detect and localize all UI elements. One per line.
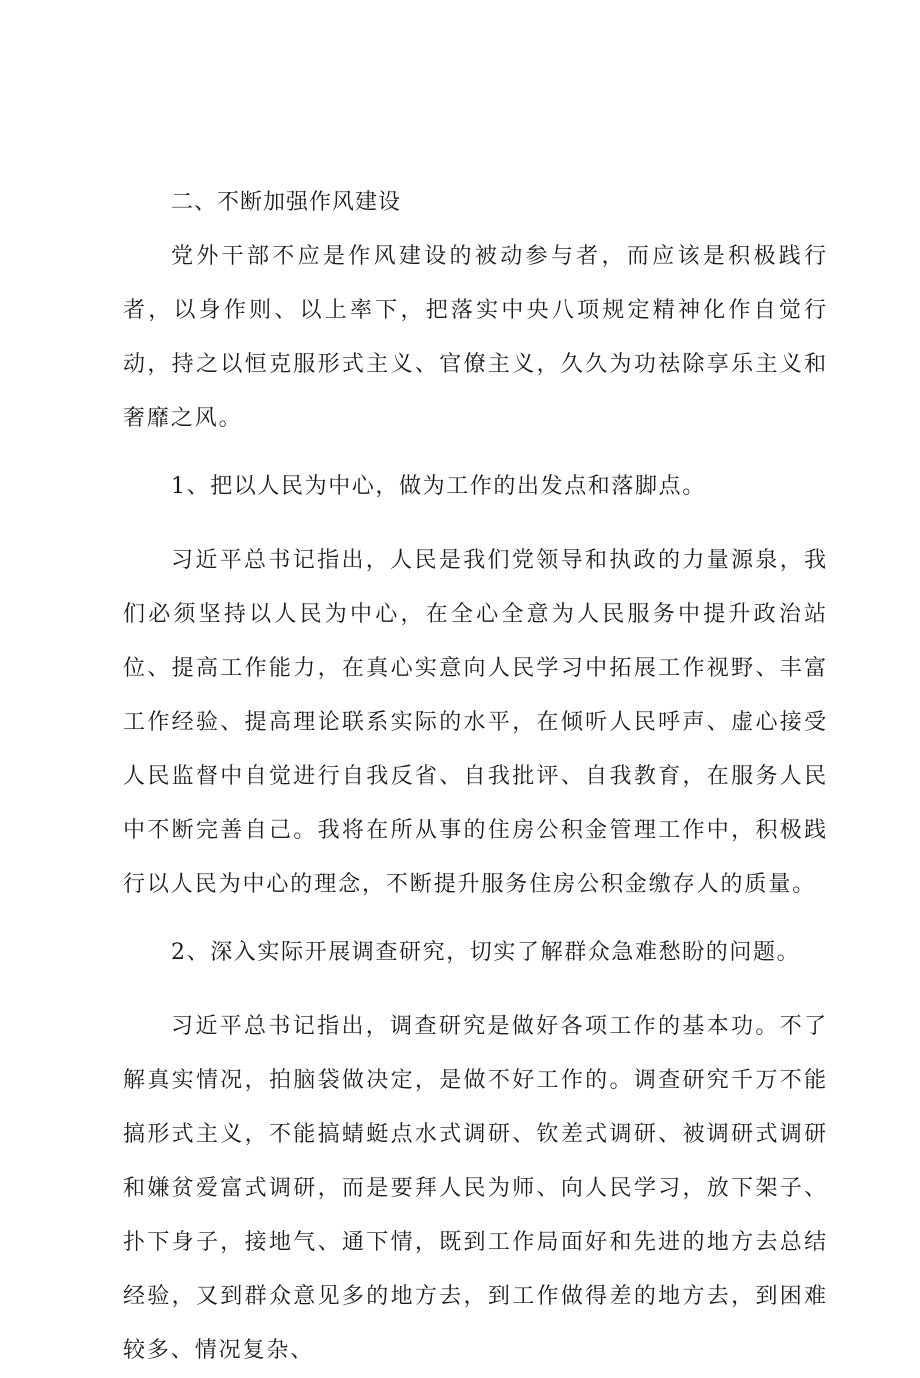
- point-2-heading: 2、深入实际开展调查研究，切实了解群众急难愁盼的问题。: [171, 940, 801, 965]
- point-1-heading: 1、把以人民为中心，做为工作的出发点和落脚点。: [171, 474, 706, 499]
- point-2-paragraph: 习近平总书记指出，调查研究是做好各项工作的基本功。不了解真实情况，拍脑袋做决定，是做不好工作的。调查研究千万不能搞形式主义，不能搞蜻蜓点水式调研、钦差式调研、被调研式调研和嫌贫爱富式调研，而是要拜人民为师、向人民学习，放下架子、扑下身子，接地气、通下情，既到工作局面好和先进的地方去总结经验，又到群众意见多的地方去，到工作做得差的地方去，到困难较多、情况复杂、: [123, 1014, 828, 1363]
- intro-paragraph: 党外干部不应是作风建设的被动参与者，而应该是积极践行者，以身作则、以上率下，把落实中央八项规定精神化作自觉行动，持之以恒克服形式主义、官僚主义，久久为功祛除享乐主义和奢靡之风。: [123, 244, 828, 431]
- point-1-paragraph: 习近平总书记指出，人民是我们党领导和执政的力量源泉，我们必须坚持以人民为中心，在全心全意为人民服务中提升政治站位、提高工作能力，在真心实意向人民学习中拓展工作视野、丰富工作经验、提高理论联系实际的水平，在倾听人民呼声、虚心接受人民监督中自觉进行自我反省、自我批评、自我教育，在服务人民中不断完善自己。我将在所从事的住房公积金管理工作中，积极践行以人民为中心的理念，不断提升服务住房公积金缴存人的质量。: [123, 548, 828, 897]
- document-body: [123, 176, 828, 1378]
- section-heading: 二、不断加强作风建设: [171, 190, 402, 215]
